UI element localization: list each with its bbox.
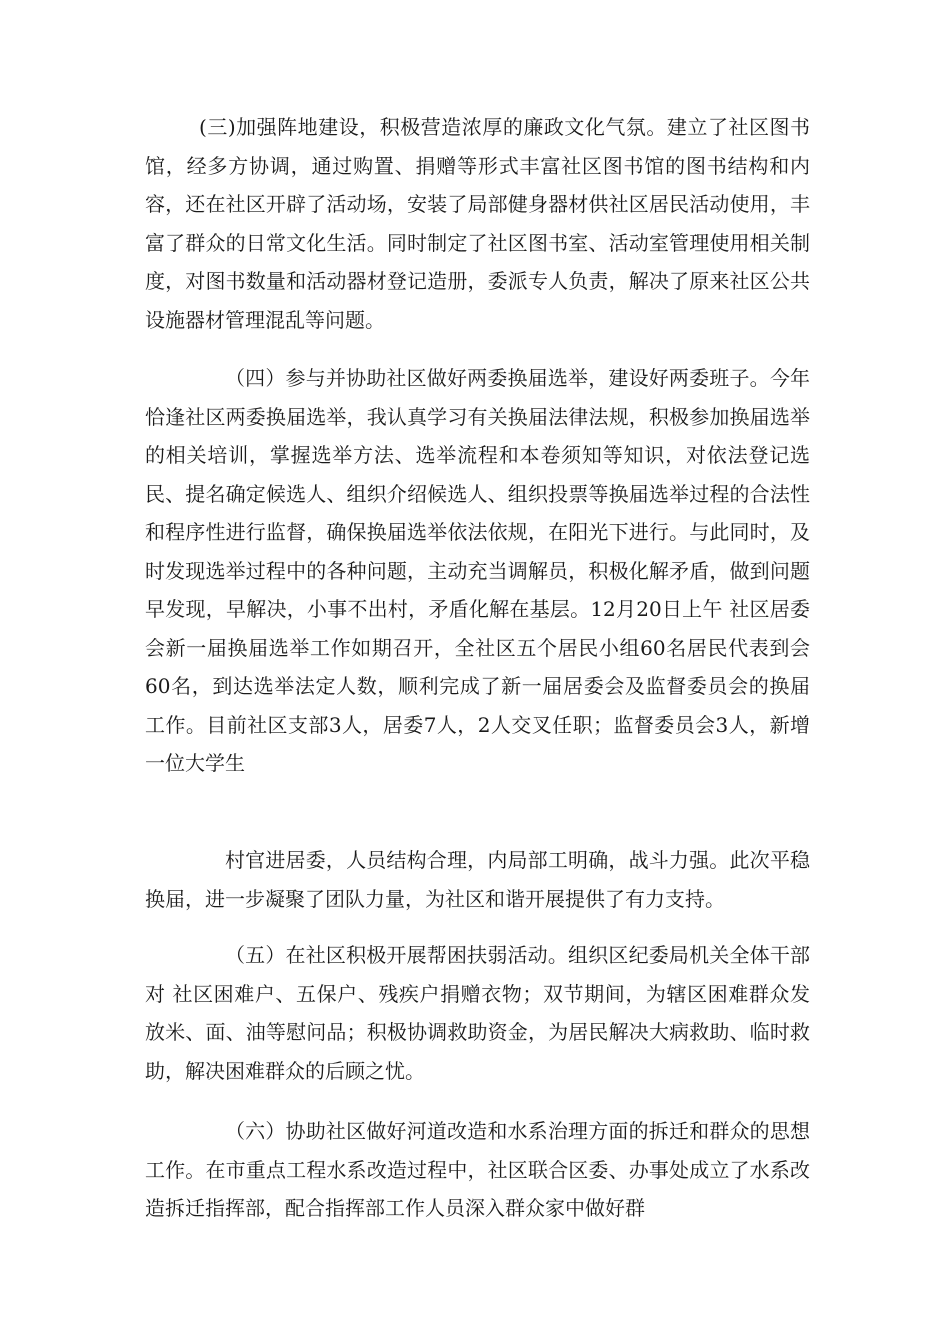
- paragraph-section-5: （五）在社区积极开展帮困扶弱活动。组织区纪委局机关全体干部对 社区困难户、五保户、残疾户捐赠衣物；双节期间，为辖区困难群众发放米、面、油等慰问品；积极协调救助资金，为居民解决大病救助、临时救助，解决困难群众的后顾之忧。: [145, 943, 810, 1083]
- paragraph-section-3: (三)加强阵地建设，积极营造浓厚的廉政文化气氛。建立了社区图书馆，经多方协调，通过购置、捐赠等形式丰富社区图书馆的图书结构和内容，还在社区开辟了活动场，安装了局部健身器材供社区居民活动使用，丰富了群众的日常文化生活。同时制定了社区图书室、活动室管理使用相关制度，对图书数量和活动器材登记造册，委派专人负责，解决了原来社区公共设施器材管理混乱等问题。: [145, 115, 810, 332]
- paragraph-section-4-continued: 村官进居委，人员结构合理，内局部工明确，战斗力强。此次平稳换届，进一步凝聚了团队力量，为社区和谐开展提供了有力支持。: [145, 848, 810, 911]
- paragraph-section-4: （四）参与并协助社区做好两委换届选举，建设好两委班子。今年恰逢社区两委换届选举，我认真学习有关换届法律法规，积极参加换届选举的相关培训，掌握选举方法、选举流程和本卷须知等知识，对依法登记选民、提名确定候选人、组织介绍候选人、组织投票等换届选举过程的合法性和程序性进行监督，确保换届选举依法依规，在阳光下进行。与此同时，及时发现选举过程中的各种问题，主动充当调解员，积极化解矛盾，做到问题早发现，早解决，小事不出村，矛盾化解在基层。12月20日上午 社区居委会新一届换届选举工作如期召开，全社区五个居民小组60名居民代表到会60名，到达选举法定人数，顺利完成了新一届居委会及监督委员会的换届工作。目前社区支部3人，居委7人，2人交叉任职；监督委员会3人，新增一位大学生: [145, 366, 810, 775]
- paragraph-section-6: （六）协助社区做好河道改造和水系治理方面的拆迁和群众的思想工作。在市重点工程水系改造过程中，社区联合区委、办事处成立了水系改造拆迁指挥部，配合指挥部工作人员深入群众家中做好群: [145, 1119, 810, 1220]
